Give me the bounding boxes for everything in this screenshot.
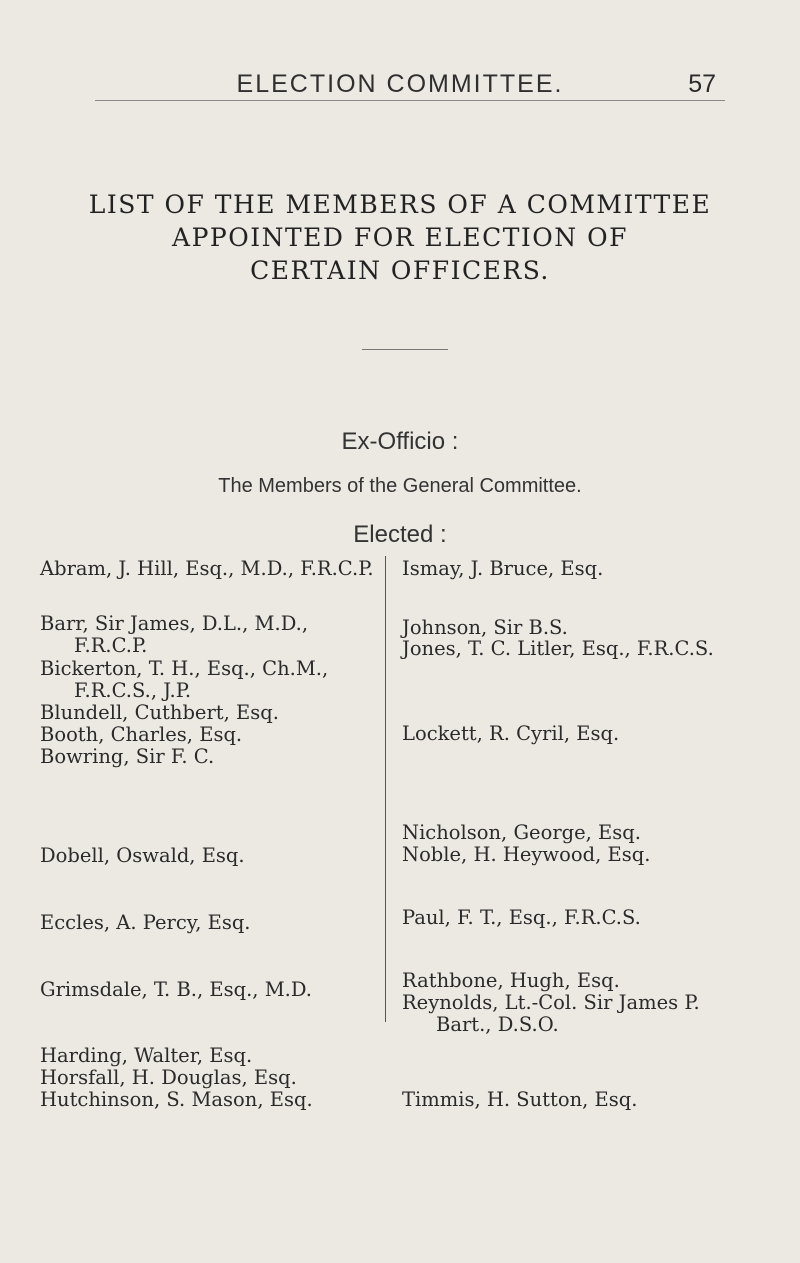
member-entry (402, 844, 650, 866)
member-entry (402, 558, 603, 580)
member-entry (40, 1067, 297, 1089)
ex-officio-members: The Members of the General Committee. (218, 475, 582, 497)
member-name: Hutchinson, S. Mason, Esq. (40, 1088, 313, 1111)
member-name: Lockett, R. Cyril, Esq. (402, 722, 620, 745)
member-entry (40, 702, 279, 724)
member-entry (402, 970, 620, 992)
member-name: Reynolds, Lt.-Col. Sir James P. (402, 991, 700, 1014)
member-name: Nicholson, George, Esq. (402, 821, 641, 844)
member-name-continued: F.R.C.P. (74, 634, 148, 657)
member-entry (40, 746, 214, 768)
member-name: Bowring, Sir F. C. (40, 745, 215, 768)
member-entry (40, 1045, 252, 1067)
member-entry (40, 912, 251, 934)
title-divider (362, 349, 448, 350)
member-entry (40, 724, 242, 746)
member-name: Horsfall, H. Douglas, Esq. (40, 1066, 297, 1089)
member-name: Noble, H. Heywood, Esq. (402, 843, 651, 866)
header-rule (95, 100, 725, 101)
member-entry (402, 992, 700, 1036)
member-entry (402, 638, 714, 660)
member-entry (402, 1089, 637, 1111)
member-entry (40, 1089, 313, 1111)
member-name: Abram, J. Hill, Esq., M.D., F.R.C.P. (40, 557, 374, 580)
member-name: Johnson, Sir B.S. (402, 616, 568, 639)
ex-officio-heading: Ex-Officio : (341, 428, 459, 455)
member-entry (402, 617, 568, 639)
page-title-line-1: LIST OF THE MEMBERS OF A COMMITTEE (88, 190, 712, 219)
member-name: Blundell, Cuthbert, Esq. (40, 701, 279, 724)
column-divider (385, 556, 386, 1022)
member-name: Grimsdale, T. B., Esq., M.D. (40, 978, 313, 1001)
member-entry (40, 558, 374, 580)
member-name: Timmis, H. Sutton, Esq. (402, 1088, 638, 1111)
page-title-line-2: APPOINTED FOR ELECTION OF (172, 223, 628, 252)
member-entry (402, 723, 619, 745)
member-name: Ismay, J. Bruce, Esq. (402, 557, 604, 580)
page-title-line-3: CERTAIN OFFICERS. (250, 256, 550, 285)
page-number: 57 (688, 70, 716, 98)
member-name-continued: F.R.C.S., J.P. (74, 679, 192, 702)
member-name: Rathbone, Hugh, Esq. (402, 969, 620, 992)
running-head-title: ELECTION COMMITTEE. (236, 70, 564, 98)
member-name: Paul, F. T., Esq., F.R.C.S. (402, 906, 641, 929)
elected-heading: Elected : (353, 521, 447, 548)
member-name: Dobell, Oswald, Esq. (40, 844, 245, 867)
member-entry (402, 907, 641, 929)
member-name: Eccles, A. Percy, Esq. (40, 911, 251, 934)
member-entry (40, 979, 312, 1001)
member-entry (40, 613, 308, 657)
member-name: Booth, Charles, Esq. (40, 723, 243, 746)
member-entry (40, 658, 328, 702)
member-entry (402, 822, 641, 844)
member-entry (40, 845, 245, 867)
member-name: Barr, Sir James, D.L., M.D., (40, 612, 309, 635)
member-name: Bickerton, T. H., Esq., Ch.M., (40, 657, 329, 680)
member-name-continued: Bart., D.S.O. (436, 1013, 559, 1036)
page-title (60, 188, 740, 287)
member-name: Jones, T. C. Litler, Esq., F.R.C.S. (402, 637, 714, 660)
member-name: Harding, Walter, Esq. (40, 1044, 253, 1067)
